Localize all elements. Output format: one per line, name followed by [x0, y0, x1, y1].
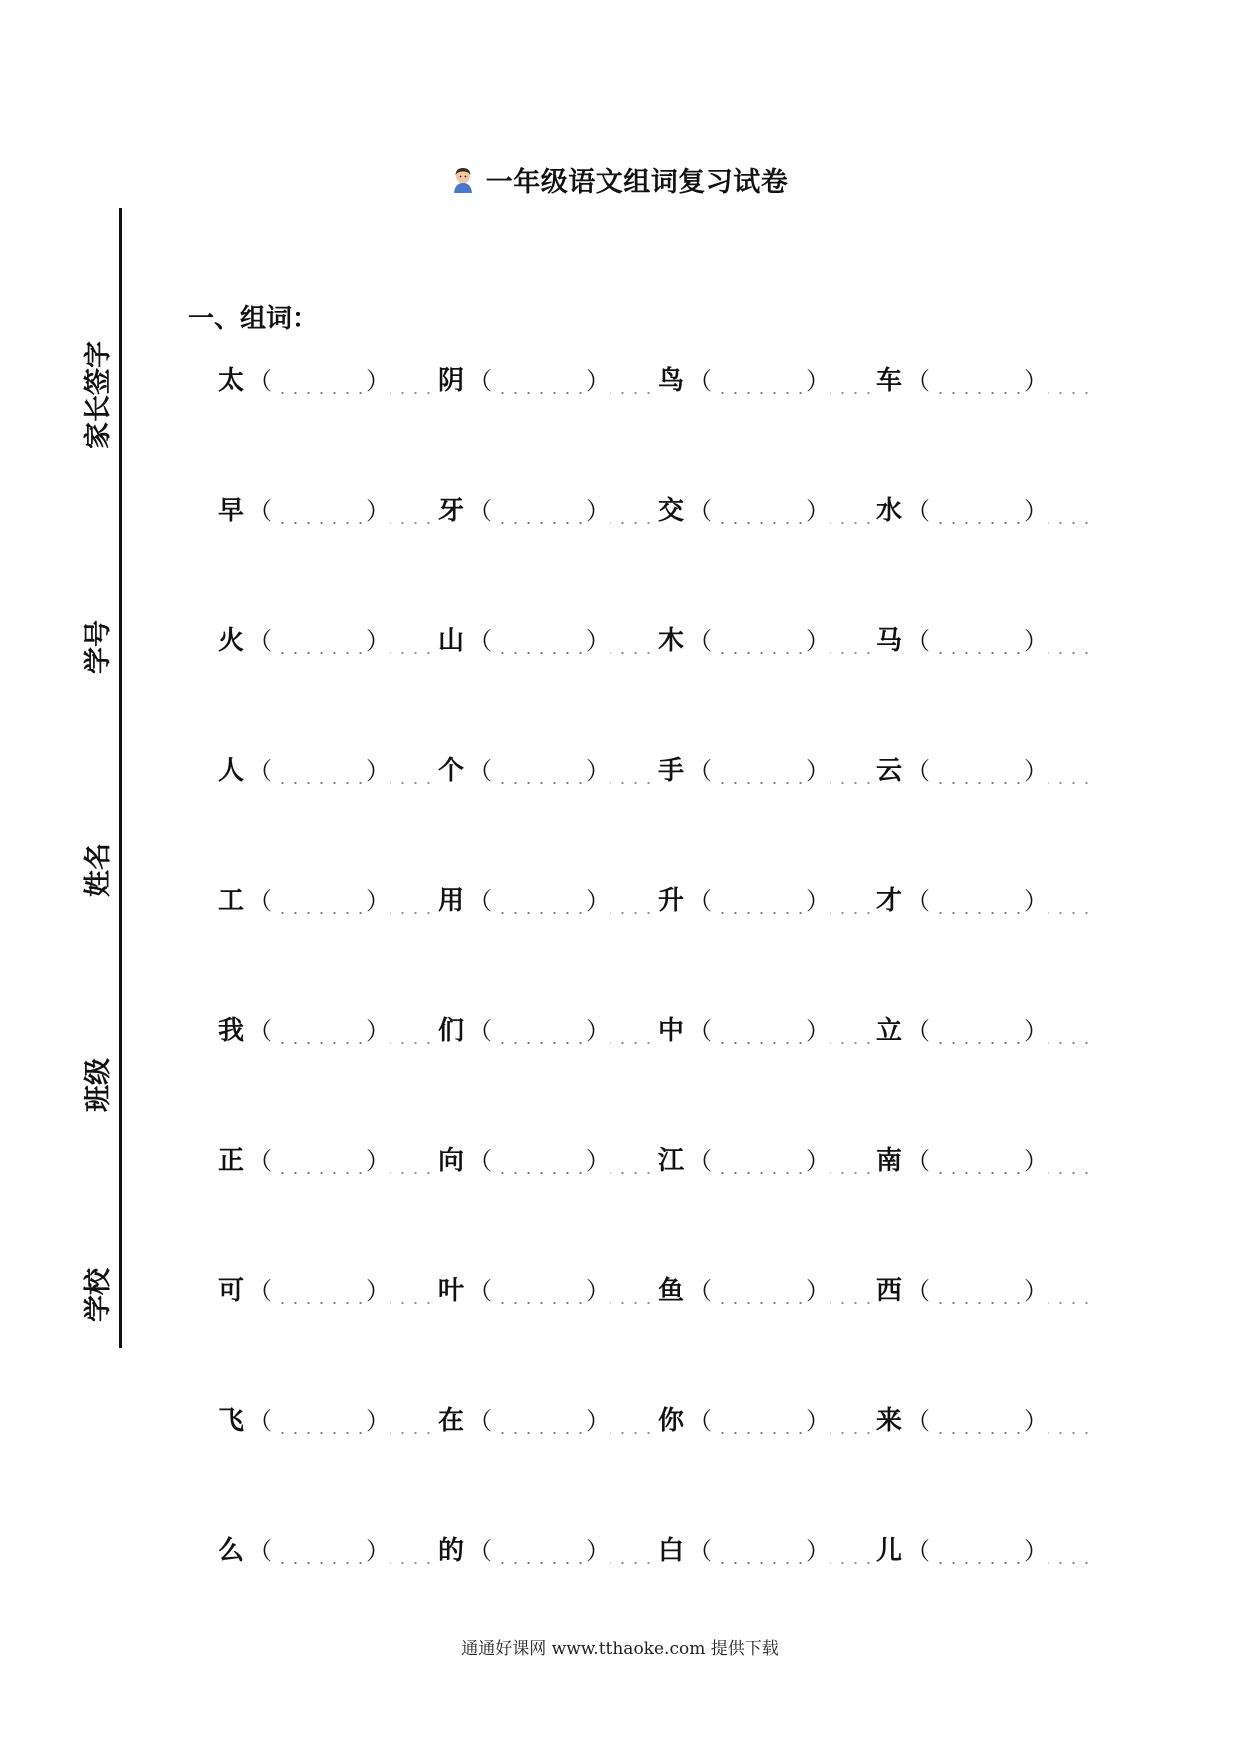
character: 叶 [438, 1276, 465, 1306]
dotted-leader [1048, 1531, 1090, 1571]
character: 们 [438, 1016, 465, 1046]
word-item [218, 621, 438, 661]
character: 鱼 [658, 1276, 685, 1306]
word-item [218, 1531, 438, 1571]
word-item [438, 1401, 658, 1441]
character: 我 [218, 1016, 245, 1046]
close-paren: ） [806, 1537, 830, 1565]
open-paren: （ [688, 627, 712, 655]
answer-blank[interactable] [272, 621, 366, 661]
footer-text: 通通好课网 www.tthaoke.com 提供下载 [461, 1639, 779, 1659]
dotted-leader [610, 751, 652, 791]
close-paren: ） [366, 497, 390, 525]
close-paren: ） [806, 497, 830, 525]
close-paren: ） [366, 887, 390, 915]
character: 你 [658, 1406, 685, 1436]
close-paren: ） [366, 1017, 390, 1045]
answer-blank[interactable] [712, 751, 806, 791]
word-item [876, 621, 1096, 661]
dotted-leader [390, 1271, 432, 1311]
open-paren: （ [468, 1017, 492, 1045]
open-paren: （ [468, 627, 492, 655]
close-paren: ） [806, 367, 830, 395]
character: 来 [876, 1406, 903, 1436]
boy-avatar-icon [452, 167, 474, 193]
dotted-leader [390, 361, 432, 401]
open-paren: （ [248, 367, 272, 395]
open-paren: （ [906, 1537, 930, 1565]
word-item [658, 751, 878, 791]
open-paren: （ [906, 1147, 930, 1175]
dotted-leader [830, 1531, 872, 1571]
dotted-leader [1048, 1401, 1090, 1441]
answer-blank[interactable] [930, 751, 1024, 791]
character: 用 [438, 886, 465, 916]
open-paren: （ [906, 757, 930, 785]
answer-blank[interactable] [272, 1141, 366, 1181]
close-paren: ） [586, 1017, 610, 1045]
word-item [218, 491, 438, 531]
close-paren: ） [806, 1277, 830, 1305]
character: 么 [218, 1536, 245, 1566]
dotted-leader [610, 361, 652, 401]
close-paren: ） [1024, 367, 1048, 395]
dotted-leader [1048, 1271, 1090, 1311]
character: 马 [876, 626, 903, 656]
answer-blank[interactable] [272, 1531, 366, 1571]
dotted-leader [390, 621, 432, 661]
word-item [218, 1011, 438, 1051]
dotted-leader [1048, 881, 1090, 921]
parent-signature-label: 家长签字 [83, 341, 114, 449]
open-paren: （ [688, 367, 712, 395]
answer-blank[interactable] [712, 621, 806, 661]
answer-blank[interactable] [930, 1531, 1024, 1571]
word-item [876, 1401, 1096, 1441]
answer-blank[interactable] [930, 361, 1024, 401]
close-paren: ） [366, 1277, 390, 1305]
open-paren: （ [688, 1147, 712, 1175]
dotted-leader [390, 1531, 432, 1571]
close-paren: ） [366, 367, 390, 395]
open-paren: （ [248, 1017, 272, 1045]
character: 车 [876, 366, 903, 396]
title-text: 一年级语文组词复习试卷 [485, 167, 789, 198]
answer-blank[interactable] [492, 491, 586, 531]
class-label: 班级 [83, 1058, 114, 1112]
word-row [218, 361, 1168, 491]
dotted-leader [1048, 1141, 1090, 1181]
close-paren: ） [586, 1147, 610, 1175]
open-paren: （ [248, 497, 272, 525]
open-paren: （ [248, 627, 272, 655]
close-paren: ） [586, 887, 610, 915]
word-row [218, 1011, 1168, 1141]
close-paren: ） [1024, 1277, 1048, 1305]
open-paren: （ [688, 1537, 712, 1565]
dotted-leader [610, 1531, 652, 1571]
dotted-leader [1048, 621, 1090, 661]
answer-blank[interactable] [712, 881, 806, 921]
word-item [658, 1531, 878, 1571]
answer-blank[interactable] [492, 1531, 586, 1571]
character: 交 [658, 496, 685, 526]
answer-blank[interactable] [272, 881, 366, 921]
open-paren: （ [248, 1537, 272, 1565]
dotted-leader [830, 1271, 872, 1311]
character: 早 [218, 496, 245, 526]
character: 太 [218, 366, 245, 396]
dotted-leader [830, 881, 872, 921]
word-item [218, 1271, 438, 1311]
answer-blank[interactable] [272, 491, 366, 531]
word-item [876, 881, 1096, 921]
word-item [438, 1011, 658, 1051]
character: 可 [218, 1276, 245, 1306]
character: 阴 [438, 366, 465, 396]
dotted-leader [390, 1141, 432, 1181]
answer-blank[interactable] [930, 491, 1024, 531]
open-paren: （ [468, 1537, 492, 1565]
character: 南 [876, 1146, 903, 1176]
character: 手 [658, 756, 685, 786]
word-item [658, 621, 878, 661]
close-paren: ） [1024, 1017, 1048, 1045]
word-row [218, 881, 1168, 1011]
dotted-leader [610, 621, 652, 661]
answer-blank[interactable] [272, 1401, 366, 1441]
word-item [218, 361, 438, 401]
word-row [218, 1271, 1168, 1401]
word-item [218, 751, 438, 791]
open-paren: （ [468, 757, 492, 785]
answer-blank[interactable] [930, 1271, 1024, 1311]
school-label: 学校 [83, 1268, 114, 1322]
open-paren: （ [906, 1407, 930, 1435]
close-paren: ） [1024, 497, 1048, 525]
word-item [876, 1271, 1096, 1311]
word-item [658, 361, 878, 401]
answer-blank[interactable] [272, 751, 366, 791]
word-item [438, 1271, 658, 1311]
answer-blank[interactable] [930, 621, 1024, 661]
word-item [658, 881, 878, 921]
open-paren: （ [688, 1277, 712, 1305]
answer-blank[interactable] [712, 361, 806, 401]
close-paren: ） [806, 627, 830, 655]
answer-blank[interactable] [492, 881, 586, 921]
dotted-leader [390, 1401, 432, 1441]
dotted-leader [390, 491, 432, 531]
close-paren: ） [806, 757, 830, 785]
answer-blank[interactable] [712, 1011, 806, 1051]
open-paren: （ [248, 887, 272, 915]
answer-blank[interactable] [930, 1401, 1024, 1441]
dotted-leader [830, 751, 872, 791]
word-item [218, 1401, 438, 1441]
open-paren: （ [906, 887, 930, 915]
answer-blank[interactable] [272, 361, 366, 401]
dotted-leader [830, 1011, 872, 1051]
character: 云 [876, 756, 903, 786]
character: 工 [218, 886, 245, 916]
dotted-leader [610, 1271, 652, 1311]
close-paren: ） [366, 757, 390, 785]
open-paren: （ [906, 1277, 930, 1305]
dotted-leader [830, 621, 872, 661]
answer-blank[interactable] [492, 621, 586, 661]
close-paren: ） [806, 1407, 830, 1435]
close-paren: ） [586, 367, 610, 395]
open-paren: （ [688, 887, 712, 915]
open-paren: （ [248, 1147, 272, 1175]
character: 鸟 [658, 366, 685, 396]
open-paren: （ [906, 627, 930, 655]
character: 中 [658, 1016, 685, 1046]
dotted-leader [830, 1401, 872, 1441]
title-area [0, 160, 1240, 199]
open-paren: （ [688, 1407, 712, 1435]
open-paren: （ [468, 367, 492, 395]
word-item [658, 1141, 878, 1181]
close-paren: ） [806, 1017, 830, 1045]
dotted-leader [830, 1141, 872, 1181]
open-paren: （ [906, 1017, 930, 1045]
close-paren: ） [1024, 1407, 1048, 1435]
character: 江 [658, 1146, 685, 1176]
word-item [658, 1401, 878, 1441]
close-paren: ） [586, 1277, 610, 1305]
word-item [438, 491, 658, 531]
open-paren: （ [688, 757, 712, 785]
close-paren: ） [366, 1147, 390, 1175]
dotted-leader [1048, 751, 1090, 791]
student-number-label: 学号 [83, 620, 114, 674]
dotted-leader [610, 1011, 652, 1051]
word-row [218, 491, 1168, 621]
word-item [658, 1271, 878, 1311]
character: 向 [438, 1146, 465, 1176]
close-paren: ） [366, 627, 390, 655]
word-item [438, 361, 658, 401]
character: 山 [438, 626, 465, 656]
open-paren: （ [468, 887, 492, 915]
section-heading: 一、组词： [188, 304, 319, 334]
character: 水 [876, 496, 903, 526]
word-row [218, 1401, 1168, 1531]
dotted-leader [830, 361, 872, 401]
word-item [438, 1531, 658, 1571]
close-paren: ） [1024, 1147, 1048, 1175]
answer-blank[interactable] [492, 1401, 586, 1441]
character: 火 [218, 626, 245, 656]
word-item [218, 881, 438, 921]
word-item [438, 751, 658, 791]
dotted-leader [390, 1011, 432, 1051]
answer-blank[interactable] [712, 1531, 806, 1571]
binding-line [119, 208, 122, 1348]
character: 西 [876, 1276, 903, 1306]
close-paren: ） [586, 497, 610, 525]
character: 才 [876, 886, 903, 916]
word-item [876, 491, 1096, 531]
character: 飞 [218, 1406, 245, 1436]
dotted-leader [390, 751, 432, 791]
open-paren: （ [688, 497, 712, 525]
character: 立 [876, 1016, 903, 1046]
dotted-leader [610, 1401, 652, 1441]
character: 升 [658, 886, 685, 916]
character: 的 [438, 1536, 465, 1566]
character: 白 [658, 1536, 685, 1566]
character: 木 [658, 626, 685, 656]
word-item [876, 1011, 1096, 1051]
open-paren: （ [468, 497, 492, 525]
word-item [876, 1141, 1096, 1181]
dotted-leader [830, 491, 872, 531]
answer-blank[interactable] [712, 1401, 806, 1441]
answer-blank[interactable] [930, 881, 1024, 921]
open-paren: （ [248, 757, 272, 785]
word-item [658, 1011, 878, 1051]
answer-blank[interactable] [492, 1271, 586, 1311]
close-paren: ） [586, 757, 610, 785]
word-item [876, 1531, 1096, 1571]
word-item [876, 751, 1096, 791]
close-paren: ） [1024, 757, 1048, 785]
character: 正 [218, 1146, 245, 1176]
word-item [438, 621, 658, 661]
word-grid [218, 361, 1168, 1661]
answer-blank[interactable] [492, 361, 586, 401]
page-title [452, 160, 789, 199]
answer-blank[interactable] [930, 1011, 1024, 1051]
answer-blank[interactable] [272, 1271, 366, 1311]
dotted-leader [610, 491, 652, 531]
word-item [876, 361, 1096, 401]
answer-blank[interactable] [492, 751, 586, 791]
dotted-leader [610, 1141, 652, 1181]
character: 在 [438, 1406, 465, 1436]
open-paren: （ [248, 1277, 272, 1305]
answer-blank[interactable] [272, 1011, 366, 1051]
close-paren: ） [586, 627, 610, 655]
close-paren: ） [366, 1407, 390, 1435]
word-item [438, 1141, 658, 1181]
word-row [218, 751, 1168, 881]
dotted-leader [610, 881, 652, 921]
dotted-leader [1048, 1011, 1090, 1051]
word-item [218, 1141, 438, 1181]
answer-blank[interactable] [930, 1141, 1024, 1181]
close-paren: ） [806, 887, 830, 915]
open-paren: （ [468, 1147, 492, 1175]
character: 牙 [438, 496, 465, 526]
word-item [438, 881, 658, 921]
close-paren: ） [586, 1407, 610, 1435]
open-paren: （ [468, 1277, 492, 1305]
word-item [658, 491, 878, 531]
close-paren: ） [1024, 627, 1048, 655]
binding-margin [80, 208, 130, 1348]
character: 人 [218, 756, 245, 786]
answer-blank[interactable] [712, 1271, 806, 1311]
name-label: 姓名 [83, 843, 114, 897]
open-paren: （ [248, 1407, 272, 1435]
answer-blank[interactable] [712, 1141, 806, 1181]
open-paren: （ [906, 497, 930, 525]
close-paren: ） [1024, 887, 1048, 915]
open-paren: （ [906, 367, 930, 395]
answer-blank[interactable] [712, 491, 806, 531]
open-paren: （ [688, 1017, 712, 1045]
character: 个 [438, 756, 465, 786]
close-paren: ） [586, 1537, 610, 1565]
dotted-leader [1048, 491, 1090, 531]
word-row [218, 621, 1168, 751]
dotted-leader [1048, 361, 1090, 401]
answer-blank[interactable] [492, 1141, 586, 1181]
open-paren: （ [468, 1407, 492, 1435]
dotted-leader [390, 881, 432, 921]
close-paren: ） [806, 1147, 830, 1175]
answer-blank[interactable] [492, 1011, 586, 1051]
character: 儿 [876, 1536, 903, 1566]
close-paren: ） [1024, 1537, 1048, 1565]
word-row [218, 1141, 1168, 1271]
close-paren: ） [366, 1537, 390, 1565]
